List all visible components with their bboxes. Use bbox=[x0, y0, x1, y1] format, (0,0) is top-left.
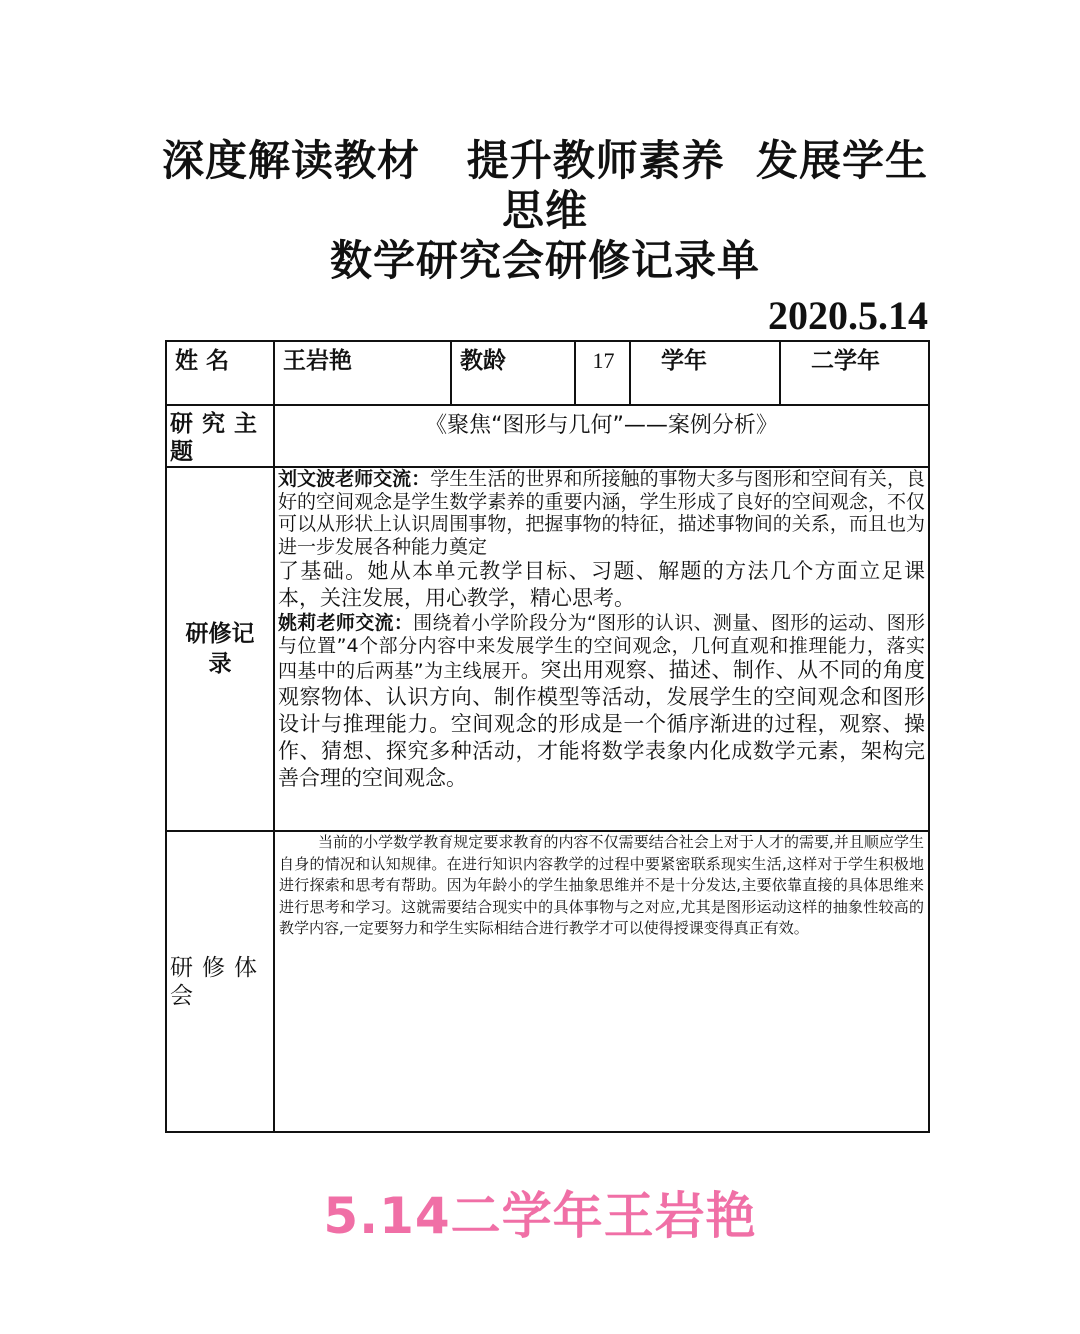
grade-label: 学年 bbox=[630, 341, 780, 405]
name-value: 王岩艳 bbox=[274, 341, 451, 405]
experience-label: 研修体会 bbox=[166, 831, 274, 1132]
record-label: 研修记录 bbox=[166, 467, 274, 831]
record-text-1a: 学生生活的世界和所接触的事物大多与图形和空间有关，良好的空间观念是学生数学素养的重要内涵，学生形成了良好的空间观念，不仅可以从形状上认识周围事物，把握事物的特征，描述事物间的关系，而且也为进一步发展各种能力奠定 bbox=[278, 468, 925, 558]
grade-value: 二学年 bbox=[780, 341, 929, 405]
topic-row bbox=[166, 405, 929, 467]
info-row bbox=[166, 341, 929, 405]
topic-value: 《聚焦“图形与几何”——案例分析》 bbox=[274, 405, 929, 467]
record-text-1b: 了基础。她从本单元教学目标、习题、解题的方法几个方面立足课本，关注发展，用心教学，精心思考。 bbox=[278, 559, 925, 610]
caption-text: 5.14二学年王岩艳 bbox=[323, 1187, 757, 1245]
record-content bbox=[274, 467, 929, 831]
record-date: 2020.5.14 bbox=[768, 293, 928, 338]
experience-content: 当前的小学数学教育规定要求教育的内容不仅需要结合社会上对于人才的需要,并且顺应学生自身的情况和认知规律。在进行知识内容教学的过程中要紧密联系现实生活,这样对于学生积极地进行探索和思考有帮助。因为年龄小的学生抽象思维并不是十分发达,主要依靠直接的具体思维来进行思考和学习。这就需要结合现实中的具体事物与之对应,尤其是图形运动这样的抽象性较高的教学内容,一定要努力和学生实际相结合进行教学才可以使得授课变得真正有效。 bbox=[274, 831, 929, 1132]
title-line-1: 深度解读教材 提升教师素养 发展学生 bbox=[161, 136, 929, 185]
teaching-age-label: 教龄 bbox=[451, 341, 575, 405]
topic-label: 研究主题 bbox=[166, 405, 274, 467]
speaker-liu: 刘文波老师交流： bbox=[278, 468, 431, 490]
name-label: 姓 名 bbox=[166, 341, 274, 405]
title-line-2: 思维 bbox=[501, 186, 588, 235]
record-text-2b: 突出用观察、描述、制作、从不同的角度观察物体、认识方向、制作模型等活动，发展学生的空间观念和图形设计与推理能力。空间观念的形成是一个循序渐进的过程，观察、操作、猜想、探究多种活动，才能将数学表象内化成数学元素，架构完善合理的空间观念。 bbox=[278, 658, 925, 790]
record-table bbox=[165, 340, 930, 1133]
experience-row bbox=[166, 831, 929, 1132]
record-row bbox=[166, 467, 929, 831]
title-line-3: 数学研究会研修记录单 bbox=[329, 236, 760, 285]
teaching-age-value: 17 bbox=[575, 341, 630, 405]
document-title bbox=[160, 136, 930, 286]
speaker-yao: 姚莉老师交流： bbox=[278, 612, 414, 634]
record-text-2a: 围绕着小学阶段分为“图形的认识、测量、图形的运动、图形与位置”4个部分内容中来发展学生的空间观念，几何直观和推理能力，落实四基中的后两基”为主线展开。 bbox=[278, 612, 925, 682]
